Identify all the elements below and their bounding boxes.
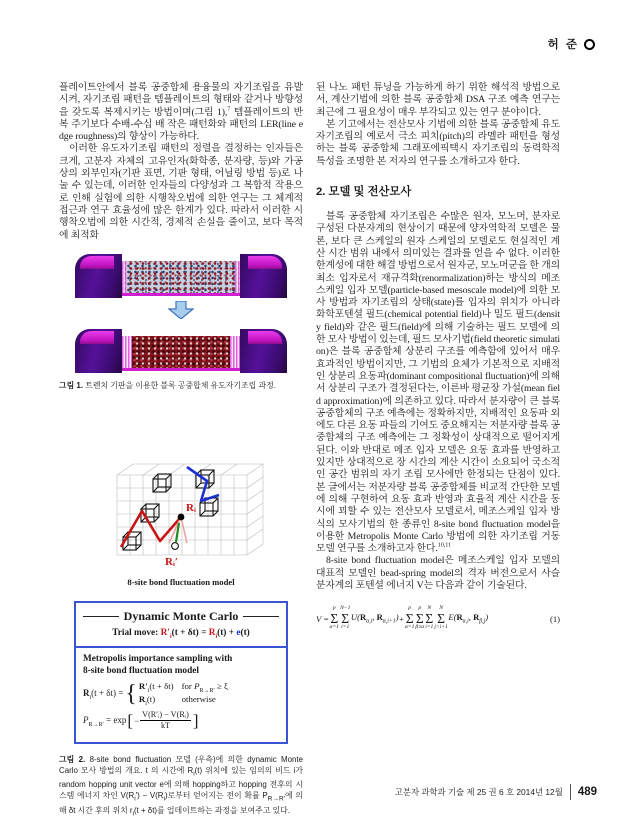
sum-lower: α=1 — [404, 624, 415, 631]
current-bead — [178, 513, 185, 520]
sigma-glyph: Σ — [425, 610, 434, 626]
figure-2-caption — [59, 754, 303, 820]
lamella-stripes — [230, 336, 240, 368]
sum-lower: i=1 — [341, 624, 350, 631]
caption-text: (t) 위치에 있는 임의의 비드 i가 random hopping unit vector e에 의해 hopping하고 hopping 전후의 시스템 에너지 차인 V(R — [59, 765, 303, 801]
update-rule-equation — [83, 681, 279, 708]
paragraph: 본 기고에서는 전산모사 기법에 의한 블록 공중합체 유도자기조립의 예로서 극소 피치(pitch)의 라멜라 패턴을 형성하는 블록 공중합체 그래포에픽택시 자기조립의 동력학적 특성을 조명한 본 저자의 연구를 소개하고자 한다. — [316, 118, 560, 167]
figure-1-caption — [59, 380, 303, 391]
math-term: ≥ ξ — [214, 680, 228, 691]
math-sub: α,i — [366, 618, 373, 625]
paragraph: 이러한 유도자기조립 패턴의 정렬을 결정하는 인자들은 크게, 고분자 자체의 고유인자(화학종, 분자량, 등)와 가공 상의 외부인자(기판 표면, 기판 형태, 어닐링 방법 등)로 나눌 수 있는데, 이러한 인자들의 다양성과 그 복합적 작용으로 인해 실험에 의한 시행착오법에 의한 연구는 그 체계적 접근과 연구 효율성에 많은 한계가 있다. 따라서 이러한 시행착오법에 의한 시간적, 경제적 손실을 줄이고, 보다 목적에 최적화 — [59, 143, 303, 241]
equation-number: (1) — [549, 613, 560, 624]
trench-wall-cap — [248, 256, 282, 269]
sum-upper: N — [427, 605, 432, 612]
math-term: R — [208, 627, 216, 638]
math-sub: i — [169, 633, 172, 640]
transition-probability-equation — [83, 710, 279, 732]
summation — [434, 606, 447, 631]
reference-mark: 10,11 — [437, 541, 451, 549]
math-term: (t + δt) — [149, 680, 174, 691]
reference-mark: 7 — [227, 105, 231, 113]
fraction-numerator: V(R′ᵢ) − V(Rᵢ) — [140, 710, 191, 721]
metropolis-line: 8-site bond fluctuation model — [83, 665, 199, 676]
paragraph — [59, 82, 303, 143]
bracket-glyph: ] — [192, 711, 199, 731]
math-term: = exp — [103, 714, 127, 725]
caption-text: 트렌치 기판을 이용한 블록 공중합체 유도자기조립 과정. — [83, 380, 276, 390]
math-term: + — [398, 613, 405, 624]
page-header — [548, 36, 595, 52]
footer-divider — [570, 784, 571, 800]
math-term: V = — [316, 613, 330, 624]
math-sub: i — [134, 795, 136, 803]
math-term: , — [372, 612, 377, 623]
sum-upper: p — [418, 605, 422, 612]
math-term: U( — [350, 612, 360, 623]
left-column — [59, 82, 303, 819]
math-sub: β,j — [479, 618, 486, 625]
sum-upper: p — [332, 605, 336, 612]
math-sub: i — [132, 810, 134, 818]
piecewise-cases — [139, 681, 228, 708]
math-term: (t + δt) = — [171, 627, 209, 638]
caption-text: (t + δt)를 업데이트하는 과정을 보여주고 있다. — [134, 805, 290, 815]
math-term: R — [138, 694, 146, 705]
figure-label: 그림 2. — [59, 754, 86, 764]
math-term: R — [359, 612, 367, 623]
math-sub: i — [215, 633, 218, 640]
bond-fluctuation-lattice-drawing — [97, 445, 265, 571]
dynamic-monte-carlo-box — [74, 601, 288, 744]
sigma-glyph: Σ — [415, 610, 424, 626]
summation — [405, 606, 415, 631]
trench-wall-left — [75, 254, 122, 298]
paragraph: 된 나노 패턴 튜닝을 가능하게 하기 위한 해석적 방법으로서, 계산기법에 의한 블록 공중합체 DSA 구조 예측 연구는 최근에 그 필요성이 매우 부각되고 있는 연구 분야이다. — [316, 82, 560, 118]
math-term: (t) + — [217, 627, 237, 638]
assembled-pattern-fill — [122, 336, 240, 368]
math-sub: R→R′ — [199, 687, 215, 694]
math-term: R — [473, 612, 480, 623]
math-term: , — [468, 612, 474, 623]
metropolis-line: Metropolis importance sampling with — [83, 653, 233, 664]
sigma-glyph: Σ — [341, 610, 350, 626]
sum-lower: α=1 — [329, 624, 340, 631]
math-sub: i — [163, 795, 165, 803]
trial-move-label: Trial move: — [112, 627, 159, 638]
journal-info: 고분자 과학과 기술 제 25 권 6 호 2014년 12월 — [394, 787, 563, 797]
right-column — [316, 82, 560, 819]
lamella-stripes — [235, 261, 240, 293]
trench-figure-bottom — [75, 327, 287, 373]
figure-1 — [59, 252, 303, 391]
sum-lower: i=1 — [425, 624, 434, 631]
page-number: 489 — [577, 786, 597, 798]
equation-1 — [316, 606, 560, 631]
summation — [340, 606, 350, 631]
summation — [330, 606, 340, 631]
math-term: − — [134, 715, 140, 726]
title-rule — [83, 616, 119, 617]
figure-label: 그림 1. — [59, 380, 84, 390]
lamella-stripes — [122, 261, 127, 293]
caption-text: 8-site bond fluctuation 모델 (우측)에 의한 dynamic Monte Carlo 모사 방법의 개요. t 의 시간에 R — [59, 754, 303, 775]
caption-text: ′) − V(R — [135, 791, 164, 801]
math-term: ) — [485, 612, 489, 623]
paragraph-text: 템플레이트의 반복 주기보다 수배-수십 배 작은 패턴화와 패턴의 LER(line edge roughness)의 향상이 가능하다. — [59, 106, 304, 143]
sigma-glyph: Σ — [437, 610, 446, 626]
down-arrow-icon — [168, 301, 194, 319]
math-term: (t + δt) = — [91, 687, 124, 698]
math-term: (t) — [146, 694, 156, 705]
box-divider — [76, 646, 286, 648]
trench-base — [122, 293, 240, 296]
equation-body — [316, 606, 488, 631]
math-sub: i — [147, 687, 150, 694]
math-term: R′ — [160, 627, 170, 638]
sum-upper: N — [439, 605, 443, 612]
trench-wall-cap — [80, 331, 114, 344]
metropolis-heading — [83, 653, 279, 677]
model-image-label: 8-site bond fluctuation model — [127, 576, 235, 587]
title-rule — [243, 616, 279, 617]
author-name: 허 준 — [547, 39, 579, 51]
math-term: E( — [448, 612, 457, 623]
sum-upper: N−1 — [340, 605, 351, 612]
paragraph-text: 플레이트안에서 블록 공중합체 용융물의 자기조립을 유발시켜, 자기조립 패턴을 템플레이트의 형태와 같거나 방향성을 갖도록 복제시키는 방법이며(그림 1), — [59, 82, 303, 118]
math-sub: i — [89, 694, 92, 701]
math-term: (t) — [240, 627, 250, 638]
trench-figure-top — [75, 252, 287, 298]
summation — [415, 606, 424, 631]
page-footer — [395, 784, 597, 800]
position-label-Ri-prime: Rᵢ′ — [165, 555, 178, 568]
math-term: for — [181, 680, 195, 691]
math-term: R — [376, 612, 383, 623]
copolymer-melt-fill — [122, 261, 240, 293]
math-term — [351, 612, 399, 625]
math-term: R′ — [138, 680, 148, 691]
paragraph: 8-site bond fluctuation model은 메조스케일 입자 모델의 대표적 모델인 bead-spring model의 격자 버전으로서 사슬 분자계의 포텐셜 에너지 V는 다음과 같이 기술된다. — [316, 555, 560, 591]
math-term — [448, 612, 488, 625]
box-title-row — [83, 609, 279, 624]
lamella-stripes — [122, 336, 132, 368]
box-title: Dynamic Monte Carlo — [123, 608, 239, 623]
figure-2-model-image — [59, 445, 303, 587]
math-term: ) — [395, 612, 399, 623]
author-badge-icon — [584, 39, 595, 50]
math-term: R — [456, 612, 463, 623]
trench-wall-left — [75, 329, 122, 373]
sigma-glyph: Σ — [405, 610, 414, 626]
math-sub: R→R′ — [88, 721, 104, 728]
math-term: P — [83, 714, 89, 725]
math-sub: i — [193, 770, 195, 778]
trial-move-equation — [83, 628, 279, 640]
trial-bead — [172, 542, 179, 549]
article-body — [59, 82, 560, 819]
math-term: otherwise — [181, 694, 216, 705]
caption-text: )로부터 얻어지는 전이 확률 P — [164, 791, 268, 801]
section-heading: 2. 모델 및 전산모사 — [316, 186, 412, 199]
caption-text: 에 의해 δt 시간 후의 위치 r — [59, 791, 303, 815]
paragraph-text: 블록 공중합체 자기조립은 수많은 원자, 모노머, 분자로 구성된 다분자계의 현상이기 때문에 양자역학적 모델은 물론, 보다 큰 스케일의 원자 스케일의 모델로도 현실적인 계산 시간 범위 내에서 의미있는 결과를 얻을 수 없다. 이러한 한계성에 대한 해결 방법으로서 원자군, 모노머군을 한 개의 최소 입자로서 재규격화(renormalization)하는 방식의 메조스케일 입자 모델(particle-based mesoscale model)에 의한 모사 방법과 자기조립의 상태(state)를 입자의 위치가 아니라 화학포텐셜 필드(chemical potential field)나 밀도 필드(density field)와 같은 필드(field)에 의해 기술하는 필드 모델에 의한 모사 방법이 있는데, 필드 모사기법(field theoretic simulation)은 블록 공중합체 상분리 구조를 예측함에 있어서 매우 효과적인 방법이지만, 그 기법의 요체가 기본적으로 지배적인 상분리 요동파(dominant compositional fluctuation)에 의해서 상분리 구조가 결정된다는, 이른바 평균장 가설(mean field approximation)에 의존하고 있다. 따라서 분자량이 큰 블록 공중합체의 구조 예측에는 정확하지만, 지배적인 요동파 외에도 다른 요동 파들의 기여도 중요해지는 저분자량 블록 공중합체의 구조 예측에는 그 정확성이 상대적으로 떨어지게 된다. 이와 반대로 메조 입자 모델은 요동 효과를 반영하고 있지만 상대적으로 장 시간의 계산 시간이 소요되어 국소적인 공간 범위의 자기 조립 모사에만 한정되는 단점이 있다. 본 글에서는 저분자량 블록 공중합체를 비교적 간단한 모델에 의해 구현하여 요동 효과 반영과 효율적 계산 시간을 동시에 꾀할 수 있는 전산모사 모델로서, 메조스케일 입자 방식의 모사기법의 한 종류인 8-site bond fluctuation model을 이용한 Metropolis Monte Carlo 방법에 의한 자기조립 거동 모델 연구를 소개하고자 한다. — [316, 211, 561, 555]
trench-wall-right — [240, 329, 287, 373]
trench-wall-cap — [248, 331, 282, 344]
trench-wall-right — [240, 254, 287, 298]
fraction — [140, 710, 191, 732]
trench-base — [122, 368, 240, 371]
position-label-Ri: Rᵢ — [186, 501, 196, 514]
math-term: R — [83, 687, 90, 698]
bracket-glyph: [ — [127, 711, 134, 731]
math-term: e — [236, 627, 241, 638]
math-sub: α,i+1 — [382, 618, 396, 625]
summation — [425, 606, 433, 631]
fraction-denominator: kT — [160, 721, 171, 731]
math-term: P — [194, 680, 200, 691]
sum-lower: j>i+1 — [434, 624, 448, 631]
trench-wall-cap — [80, 256, 114, 269]
math-sub: α,i — [462, 618, 469, 625]
sum-lower: β≥α — [415, 624, 425, 631]
sigma-glyph: Σ — [330, 610, 339, 626]
brace-glyph: { — [125, 680, 137, 707]
math-sub: R→R′ — [267, 795, 285, 803]
sum-upper: p — [408, 605, 412, 612]
paragraph — [316, 211, 560, 555]
process-arrow — [59, 301, 303, 324]
math-sub: i — [145, 701, 147, 708]
